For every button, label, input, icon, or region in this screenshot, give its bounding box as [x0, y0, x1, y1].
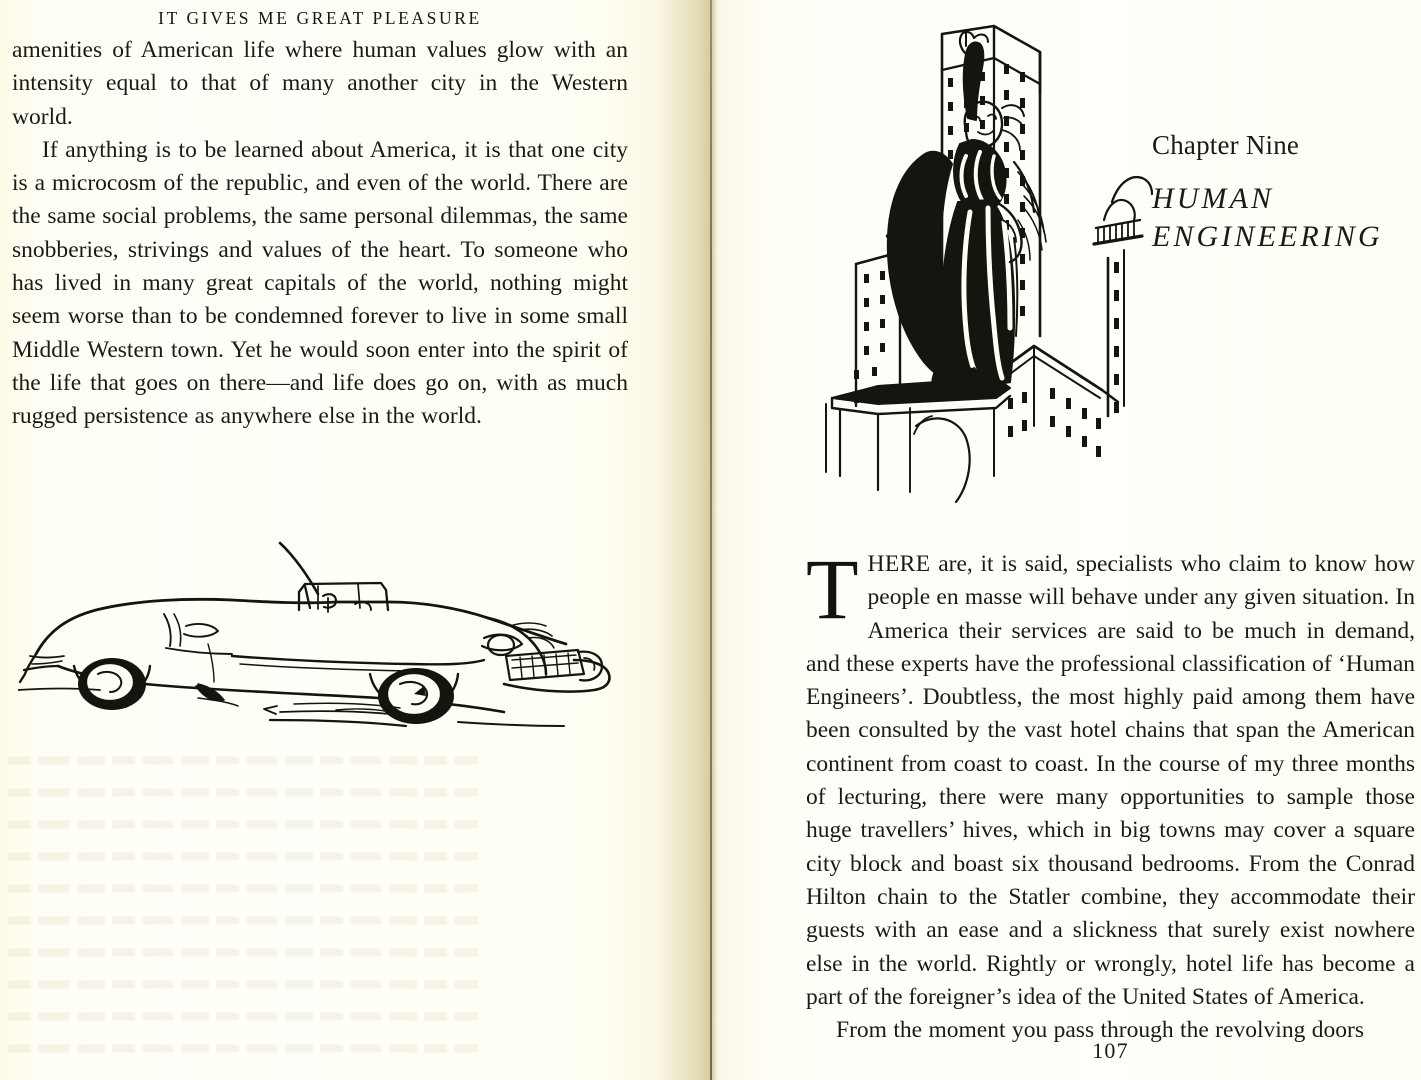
right-text-column: [806, 541, 1415, 1047]
paragraph-continuation: amenities of American life where human values glow with an intensity equal to that of many another city in the Western world.: [12, 37, 628, 130]
paragraph-opening: [806, 541, 1415, 1014]
convertible-car-illustration: [18, 498, 618, 733]
chapter-title-line-2: ENGINEERING: [1152, 220, 1383, 253]
page-number: 107: [1092, 1038, 1129, 1063]
drop-cap-letter: T: [806, 541, 859, 637]
paragraph-revolving-doors: From the moment you pass through the revolving doors: [836, 1017, 1364, 1044]
paragraph-microcosm: If anything is to be learned about America, it is that one city is a microcosm of the republic, and even of the world. There are the same social problems, the same personal dilemmas, the same snobberies, strivings and values of the heart. To someone who has lived in many great capitals of the world, nothing might seem worse than to be condemned forever to live in some small Middle Western town. Yet he would soon enter into the spirit of the life that goes on there—and life does go on, with as much rugged persistence as anywhere else in the world.: [12, 136, 628, 430]
chapter-title-line-1: HUMAN: [1152, 182, 1275, 215]
left-text-column: [12, 34, 628, 434]
gutter-binding-line: [710, 0, 712, 1080]
chapter-number-label: Chapter Nine: [1152, 130, 1300, 160]
chapter-heading: [1152, 128, 1418, 256]
opening-paragraph-text: are, it is said, specialists who claim to know how people en masse will behave under any given situation. In America their services are said to be much in demand, and these experts have the professional classification of ‘Human Engineers’. Doubtless, the most highly paid among them have been consulted by the vast hotel chains that span the American continent from coast to coast. In the course of my three months of lecturing, there were many opportunities to sample those huge travellers’ hives, which in big towns may cover a square city block and boast six thousand bedrooms. From the Conrad Hilton chain to the Statler combine, they accommodate their guests with an ease and a slickness that surely exist nowhere else in the world. Rightly or wrongly, hotel life has become a part of the foreigner’s idea of the United States of America.: [806, 551, 1415, 1010]
running-head: IT GIVES ME GREAT PLEASURE: [158, 8, 482, 28]
opening-small-caps: HERE: [867, 551, 931, 577]
angel-statue-skyscraper-illustration: [818, 6, 1158, 526]
